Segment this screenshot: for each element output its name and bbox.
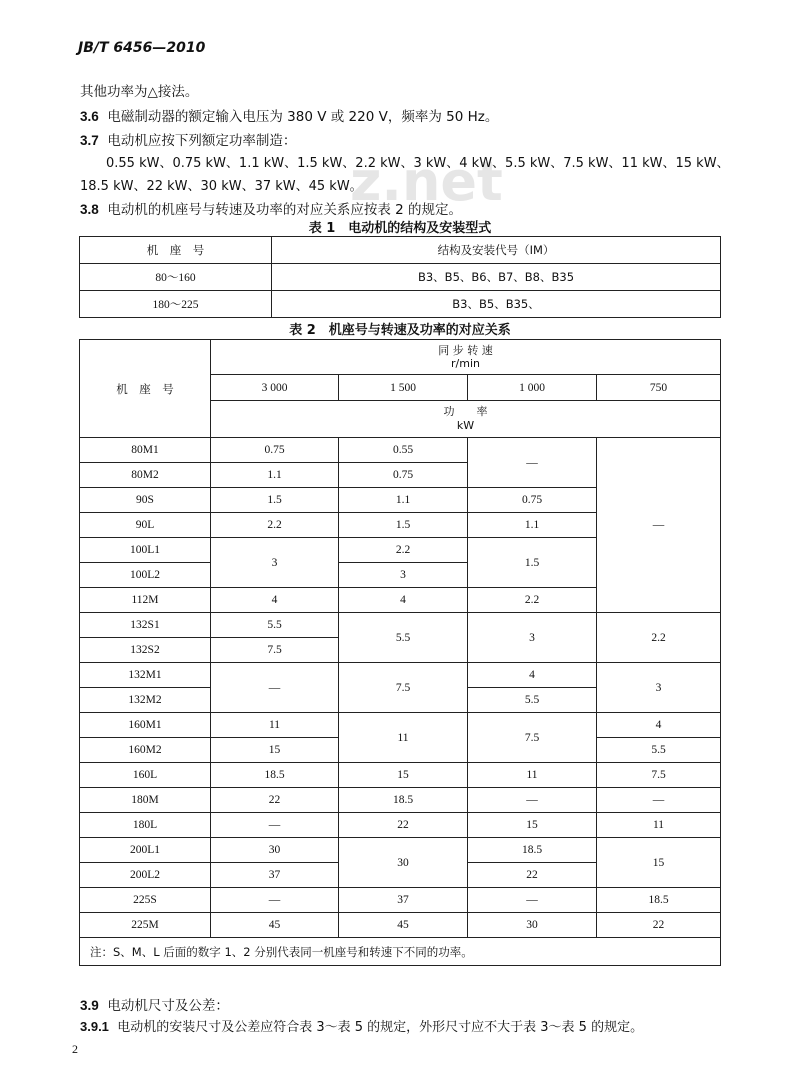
power-cell: 0.75	[211, 438, 339, 463]
power-cell: 37	[211, 863, 339, 888]
power-cell: 37	[339, 888, 468, 913]
table-row	[80, 438, 721, 463]
power-cell: 15	[339, 763, 468, 788]
power-cell: 1.1	[468, 513, 597, 538]
power-cell: 11	[597, 813, 721, 838]
frame-cell: 225S	[80, 888, 211, 913]
frame-cell: 80M1	[80, 438, 211, 463]
table2-header-power	[211, 401, 721, 438]
clause-text: 电动机的机座号与转速及功率的对应关系应按表 2 的规定。	[107, 202, 463, 218]
power-cell: 1.5	[211, 488, 339, 513]
standard-code: JB/T 6456—2010	[78, 40, 206, 56]
table2-header-speed	[211, 340, 721, 375]
power-cell: 45	[211, 913, 339, 938]
power-cell: 5.5	[211, 613, 339, 638]
table2-header-frame: 机 座 号	[80, 340, 211, 438]
table-row	[80, 291, 721, 318]
power-cell: 3	[339, 563, 468, 588]
clause-number: 3.6	[80, 109, 99, 124]
power-cell: 7.5	[468, 713, 597, 763]
table-row	[80, 713, 721, 738]
table-row	[80, 913, 721, 938]
table1	[79, 236, 721, 318]
clause-3-6	[80, 105, 498, 125]
power-cell: 30	[339, 838, 468, 888]
speed-label: 同 步 转 速	[438, 344, 493, 357]
power-cell: —	[468, 788, 597, 813]
clause-3-7	[80, 129, 296, 149]
power-cell: 4	[468, 663, 597, 688]
table-cell: B3、B5、B6、B7、B8、B35	[272, 264, 721, 291]
power-cell: 1.1	[339, 488, 468, 513]
table-row	[80, 788, 721, 813]
table-row	[80, 838, 721, 863]
power-cell: 45	[339, 913, 468, 938]
power-cell: 15	[468, 813, 597, 838]
page-number: 2	[72, 1042, 78, 1056]
frame-cell: 160M1	[80, 713, 211, 738]
power-cell: 4	[597, 713, 721, 738]
speed-3000: 3 000	[211, 375, 339, 401]
watermark: z.net	[350, 150, 503, 213]
frame-cell: 160L	[80, 763, 211, 788]
power-list-line-2: 18.5 kW、22 kW、30 kW、37 kW、45 kW。	[80, 179, 363, 194]
table-cell: 80～160	[80, 264, 272, 291]
table-row	[80, 613, 721, 638]
frame-cell: 80M2	[80, 463, 211, 488]
power-cell: 7.5	[339, 663, 468, 713]
power-cell: 3	[211, 538, 339, 588]
power-cell: 3	[468, 613, 597, 663]
clause-3-9	[80, 994, 229, 1014]
clause-text: 电动机的安装尺寸及公差应符合表 3～表 5 的规定，外形尺寸应不大于表 3～表 5 的规定。	[117, 1020, 644, 1035]
power-cell: 22	[597, 913, 721, 938]
power-cell: 1.1	[211, 463, 339, 488]
clause-number: 3.8	[80, 202, 99, 217]
power-cell: 30	[211, 838, 339, 863]
clause-number: 3.9.1	[80, 1019, 109, 1034]
power-cell: 2.2	[211, 513, 339, 538]
frame-cell: 100L2	[80, 563, 211, 588]
frame-cell: 132S1	[80, 613, 211, 638]
speed-1000: 1 000	[468, 375, 597, 401]
frame-cell: 132M1	[80, 663, 211, 688]
power-cell: 2.2	[597, 613, 721, 663]
table1-header-frame: 机 座 号	[80, 237, 272, 264]
power-cell: —	[597, 438, 721, 613]
power-cell: 7.5	[211, 638, 339, 663]
power-cell: 11	[339, 713, 468, 763]
table-row	[80, 663, 721, 688]
speed-unit: r/min	[451, 357, 480, 370]
speed-1500: 1 500	[339, 375, 468, 401]
clause-text: 电磁制动器的额定输入电压为 380 V 或 220 V，频率为 50 Hz。	[107, 109, 499, 125]
clause-number: 3.9	[80, 998, 99, 1013]
power-cell: 4	[339, 588, 468, 613]
power-cell: 1.5	[339, 513, 468, 538]
power-cell: 18.5	[468, 838, 597, 863]
power-cell: 11	[468, 763, 597, 788]
power-cell: 18.5	[339, 788, 468, 813]
table2	[79, 339, 721, 966]
power-cell: 30	[468, 913, 597, 938]
table1-caption: 表 1 电动机的结构及安装型式	[308, 221, 492, 236]
power-cell: 0.55	[339, 438, 468, 463]
power-cell: 2.2	[339, 538, 468, 563]
power-list-line-1: 0.55 kW、0.75 kW、1.1 kW、1.5 kW、2.2 kW、3 kW、4 kW、5.5 kW、7.5 kW、11 kW、15 kW、	[106, 156, 730, 171]
frame-cell: 100L1	[80, 538, 211, 563]
power-cell: —	[211, 663, 339, 713]
frame-cell: 132S2	[80, 638, 211, 663]
clause-text: 电动机应按下列额定功率制造：	[107, 133, 297, 149]
speed-750: 750	[597, 375, 721, 401]
power-cell: —	[211, 813, 339, 838]
power-cell: 18.5	[597, 888, 721, 913]
frame-cell: 112M	[80, 588, 211, 613]
paragraph-prev: 其他功率为△接法。	[80, 84, 199, 100]
table-cell: B3、B5、B35、	[272, 291, 721, 318]
table-cell: 180～225	[80, 291, 272, 318]
power-cell: 3	[597, 663, 721, 713]
power-cell: 1.5	[468, 538, 597, 588]
clause-3-9-1	[80, 1016, 643, 1035]
table1-header-code: 结构及安装代号（IM）	[272, 237, 721, 264]
frame-cell: 160M2	[80, 738, 211, 763]
table-row	[80, 888, 721, 913]
clause-3-8	[80, 198, 462, 218]
power-cell: 5.5	[597, 738, 721, 763]
power-cell: 22	[339, 813, 468, 838]
power-cell: —	[468, 888, 597, 913]
table2-caption: 表 2 机座号与转速及功率的对应关系	[289, 323, 511, 338]
frame-cell: 180M	[80, 788, 211, 813]
power-cell: 5.5	[468, 688, 597, 713]
power-cell: 4	[211, 588, 339, 613]
table-row	[80, 813, 721, 838]
frame-cell: 90S	[80, 488, 211, 513]
table-row	[80, 264, 721, 291]
power-cell: 22	[211, 788, 339, 813]
clause-text: 电动机尺寸及公差：	[107, 998, 229, 1014]
power-label: 功 率	[443, 405, 488, 418]
table2-note: 注：S、M、L 后面的数字 1、2 分别代表同一机座号和转速下不同的功率。	[80, 938, 721, 966]
power-cell: 15	[597, 838, 721, 888]
power-cell: 18.5	[211, 763, 339, 788]
frame-cell: 200L2	[80, 863, 211, 888]
table-row	[80, 763, 721, 788]
power-cell: 2.2	[468, 588, 597, 613]
clause-number: 3.7	[80, 133, 99, 148]
power-cell: —	[468, 438, 597, 488]
frame-cell: 132M2	[80, 688, 211, 713]
power-unit: kW	[456, 419, 475, 432]
frame-cell: 90L	[80, 513, 211, 538]
frame-cell: 180L	[80, 813, 211, 838]
power-cell: 5.5	[339, 613, 468, 663]
power-cell: 11	[211, 713, 339, 738]
power-cell: 7.5	[597, 763, 721, 788]
frame-cell: 200L1	[80, 838, 211, 863]
power-cell: 0.75	[468, 488, 597, 513]
frame-cell: 225M	[80, 913, 211, 938]
power-cell: —	[597, 788, 721, 813]
power-cell: 22	[468, 863, 597, 888]
power-cell: 15	[211, 738, 339, 763]
power-cell: 0.75	[339, 463, 468, 488]
power-cell: —	[211, 888, 339, 913]
